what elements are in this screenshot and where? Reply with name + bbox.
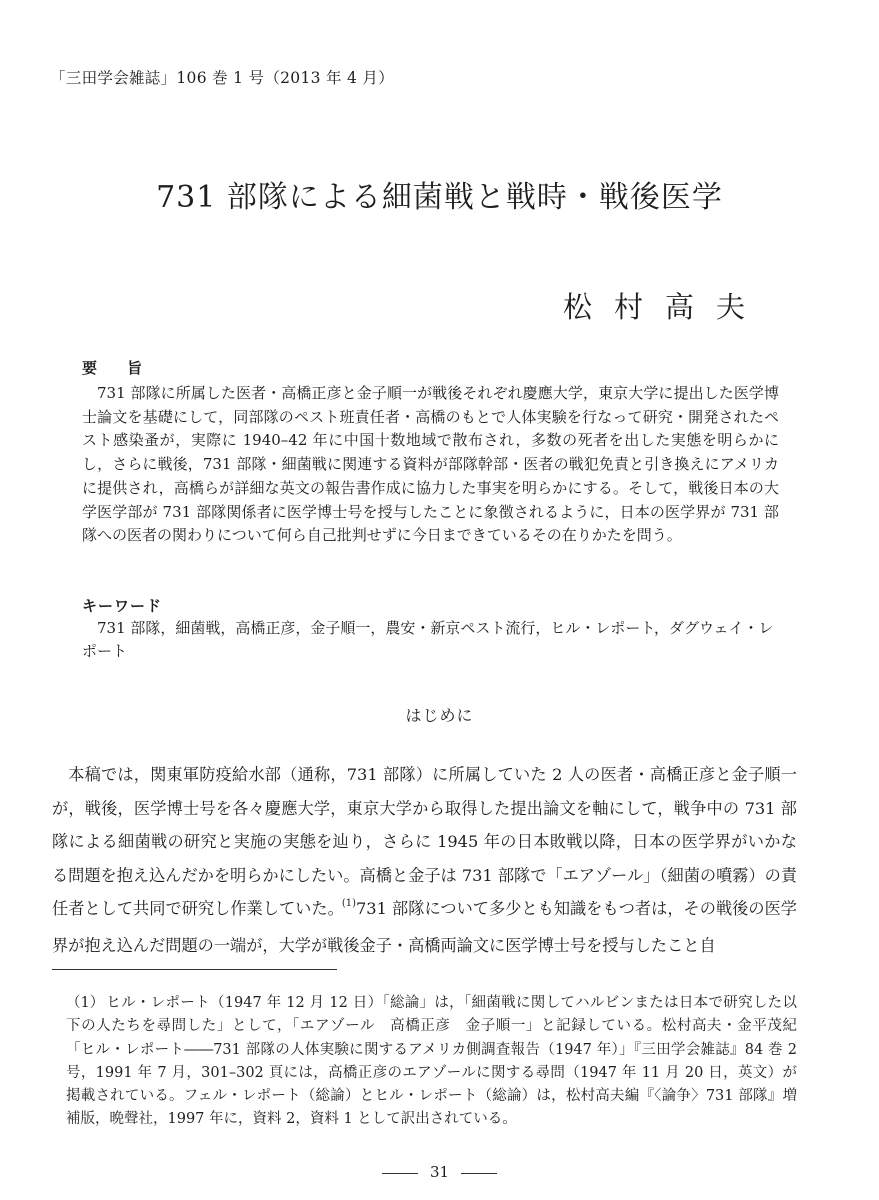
abstract-text: 731 部隊に所属した医者・高橋正彦と金子順一が戦後それぞれ慶應大学，東京大学に提出した医学博士論文を基礎にして，同部隊のペスト班責任者・高橋のもとで人体実験を行なって研究・開発されたペスト感染蚤が，実際に 1940–42 年に中国十数地域で散布され，多数の死者を出した実態を明らかにし，さらに戦後，731 部隊・細菌戦に関連する資料が部隊幹部・医者の戦犯免責と引き換えにアメリカに提供され，高橋らが詳細な英文の報告書作成に協力した事実を明らかにする。そして，戦後日本の大学医学部が 731 部隊関係者に医学博士号を授与したことに象徴されるように，日本の医学界が 731 部隊への医者の関わりについて何ら自己批判せずに今日まできているその在りかたを問う。 [82,384,779,545]
section-heading: はじめに [405,706,474,725]
footnote-reference[interactable]: (1) [341,898,356,910]
footnote-mark: （1） [66,995,105,1011]
page-number: 31 [429,1163,450,1181]
folio-dash-right [461,1173,497,1174]
body-text-part-1: 本稿では，関東軍防疫給水部（通称，731 部隊）に所属していた 2 人の医者・高橋正彦と金子順一が，戦後，医学博士号を各々慶應大学，東京大学から取得した提出論文を軸にして，戦争中の 731 部隊による細菌戦の研究と実施の実態を辿り，さらに 1945 年の日本敗戦以降，日本の医学界がいかなる問題を抱え込んだかを明らかにしたい。高橋と金子は 731 部隊で「エアゾール」（細菌の噴霧）の責任者として共同で研究し作業していた。 [52,765,798,919]
footnote [66,992,797,1132]
folio-dash-left [382,1173,418,1174]
abstract-label: 要旨 [82,359,173,377]
author-name: 松村高夫 [562,290,767,324]
keywords-label: キーワード [82,597,163,615]
body-text-part-2: 731 部隊について多少とも知識をもつ者は，その戦後の医学界が抱え込んだ問題の一端が，大学が戦後金子・高橋両論文に医学博士号を授与したこと自 [52,899,797,955]
footnote-divider [52,969,337,970]
page-footer [0,1163,879,1181]
article-title: 731 部隊による細菌戦と戦時・戦後医学 [156,180,723,215]
keywords-text: 731 部隊，細菌戦，高橋正彦，金子順一，農安・新京ペスト流行，ヒル・レポート，ダグウェイ・レポート [82,619,774,660]
body-paragraph [52,758,797,963]
body-text [52,758,797,963]
journal-header: 「三田学会雑誌」106 巻 1 号（2013 年 4 月） [50,69,395,87]
abstract-body [82,382,779,548]
footnote-text: ヒル・レポート（1947 年 12 月 12 日）「総論」は，「細菌戦に関してハルビンまたは日本で研究した以下の人たちを尋問した」として，「エアゾール 高橋正彦 金子順一」と記録している。松村高夫・金平茂紀「ヒル・レポート――731 部隊の人体実験に関するアメリカ側調査報告（1947 年）」『三田学会雑誌』84 巻 2 号，1991 年 7 月，301–302 頁には，高橋正彦のエアゾールに関する尋問（1947 年 11 月 20 日，英文）が掲載されている。フェル・レポート（総論）とヒル・レポート（総論）は，松村高夫編『〈論争〉731 部隊』増補版，晩聲社，1997 年に，資料 2，資料 1 として訳出されている。 [66,995,797,1128]
